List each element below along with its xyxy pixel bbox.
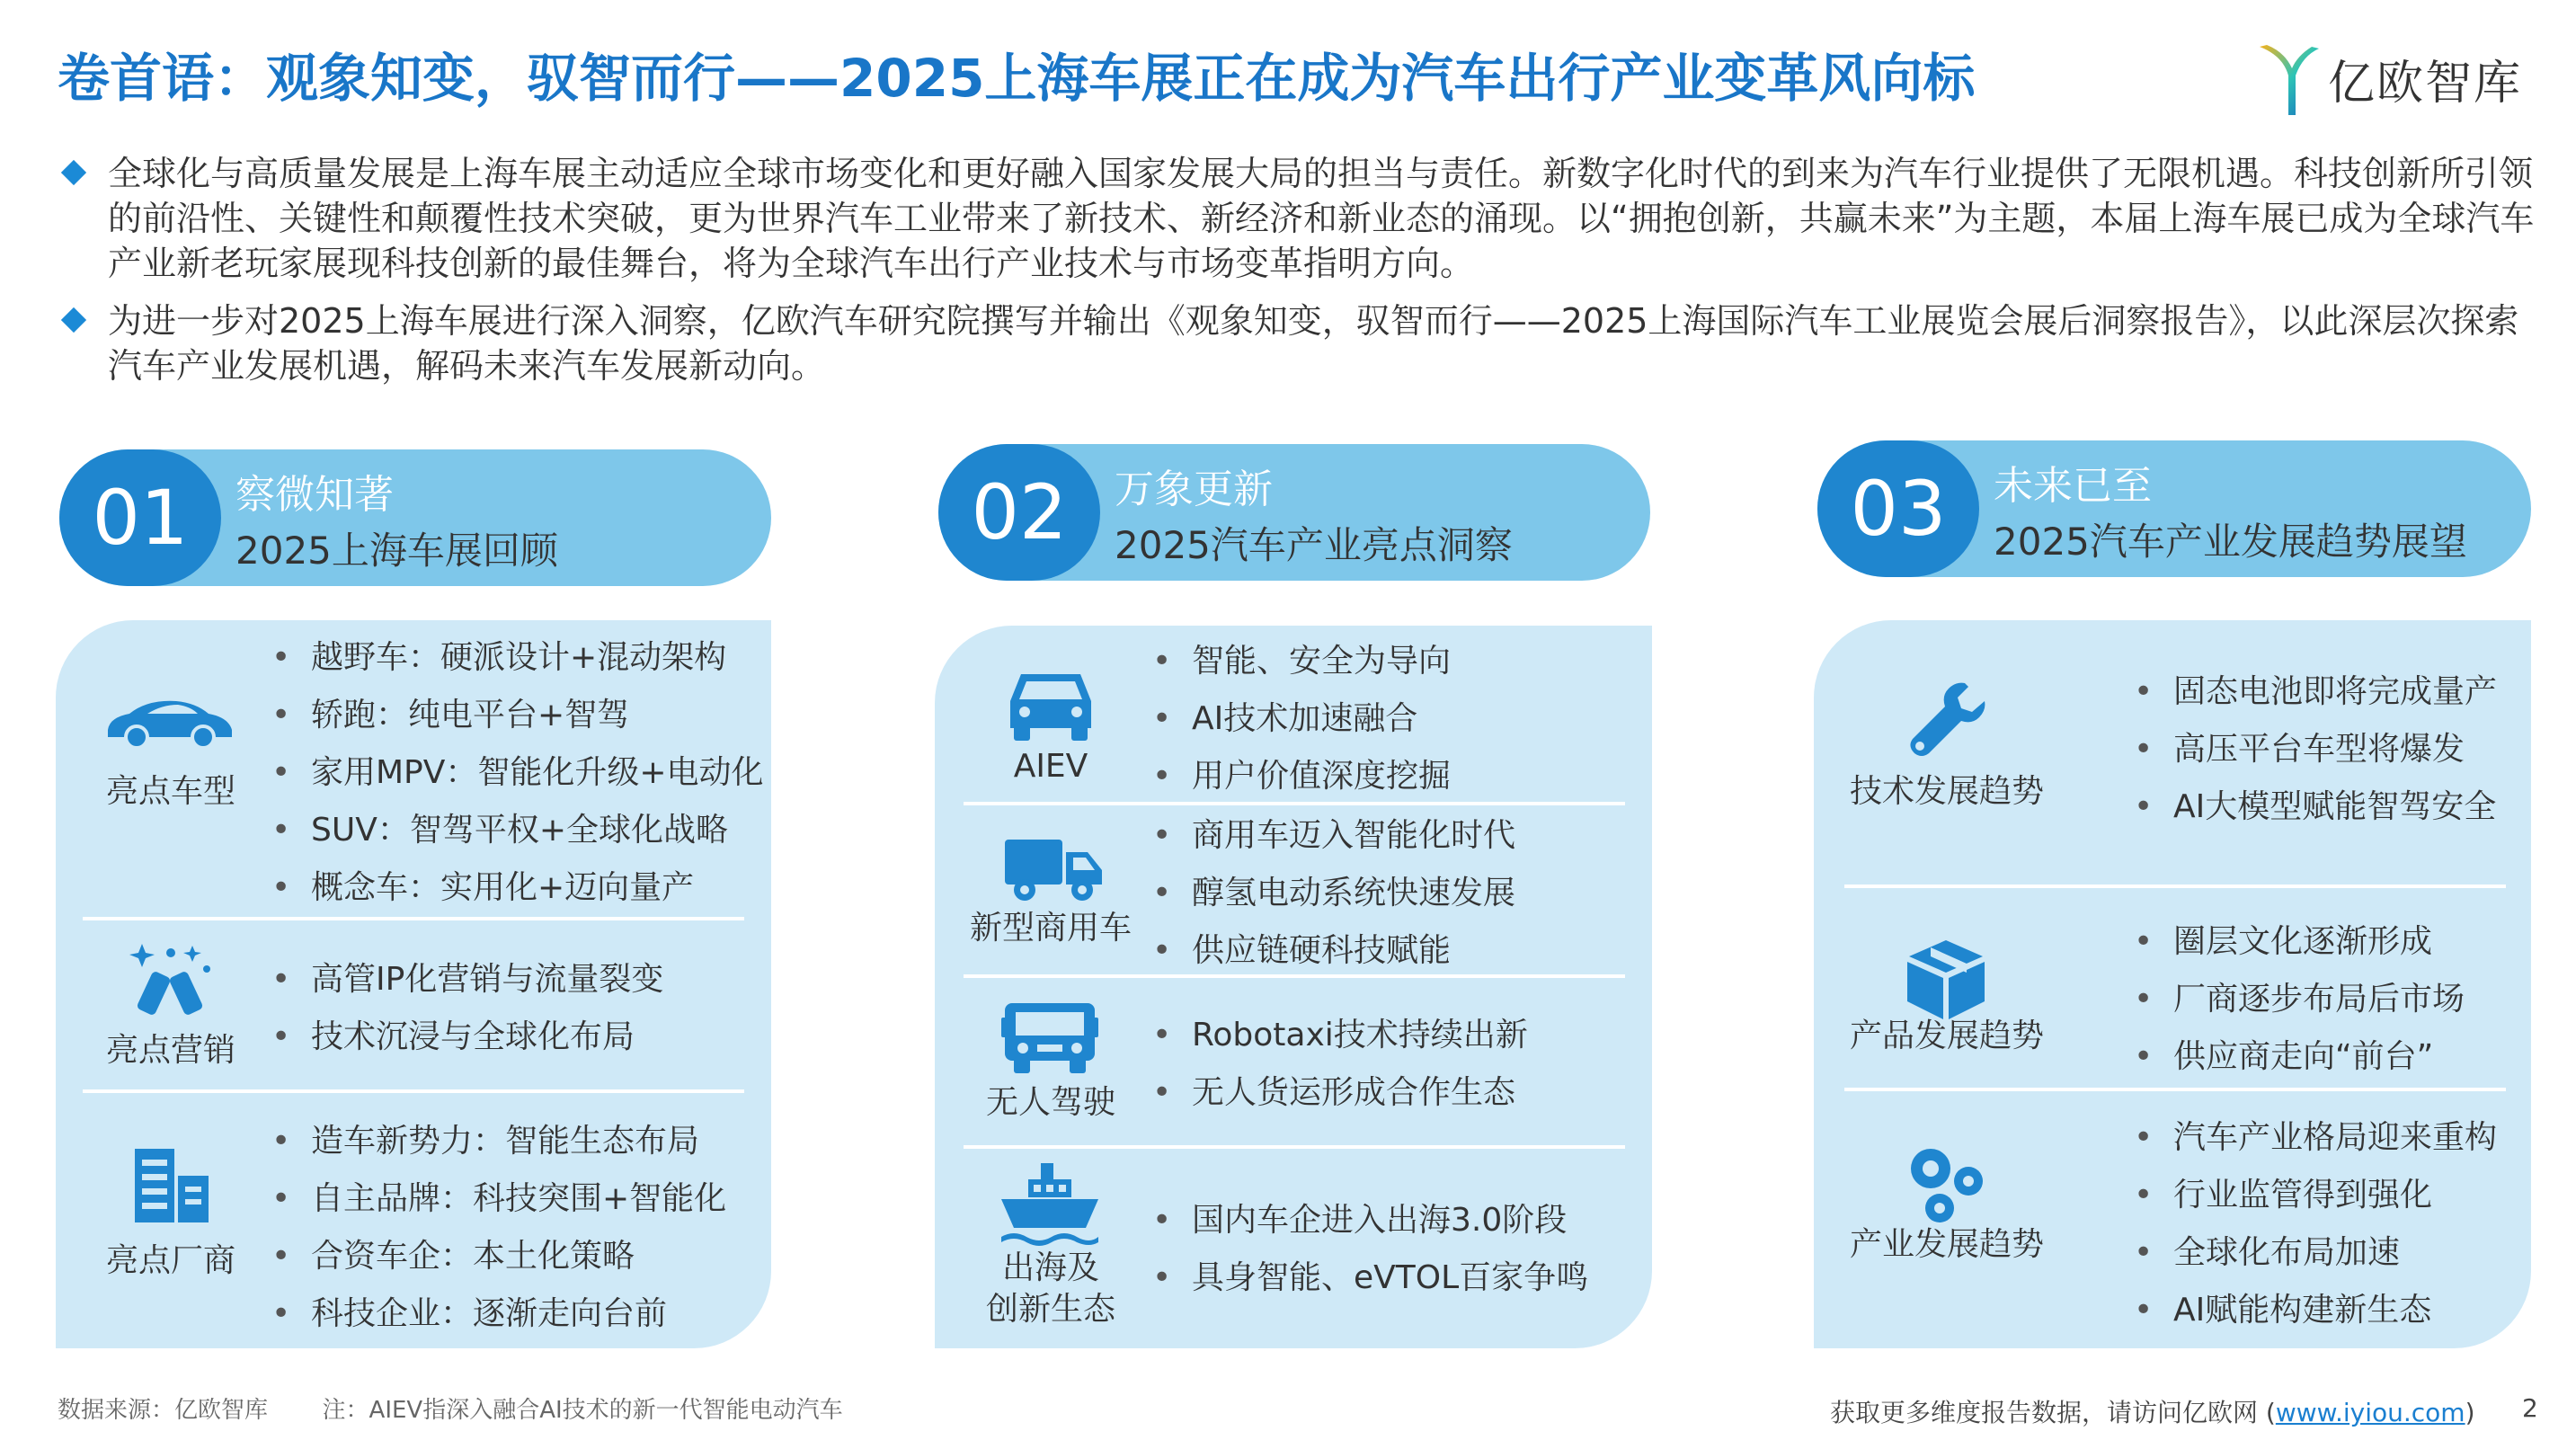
list-item: • AI大模型赋能智驾安全	[2134, 778, 2497, 836]
column-number: 03	[1817, 440, 1979, 577]
column-header-03	[1817, 440, 2531, 577]
ship-icon	[998, 1161, 1102, 1246]
list-item: • 商用车迈入智能化时代	[1152, 807, 1515, 865]
intro-bullet	[56, 151, 2536, 286]
footer-source	[58, 1391, 843, 1425]
list-item: • 技术沉浸与全球化布局	[271, 1009, 663, 1066]
list-item: • AI技术加速融合	[1152, 690, 1451, 748]
logo-mark-icon	[2256, 40, 2321, 117]
section-label: 亮点车型	[105, 773, 235, 810]
divider	[964, 1145, 1625, 1149]
list-item: • 国内车企进入出海3.0阶段	[1152, 1192, 1588, 1249]
gears-icon	[1904, 1142, 1990, 1224]
diamond-bullet-icon	[61, 160, 86, 185]
section-label: 出海及 创新生态	[985, 1249, 1115, 1328]
column-subtitle: 2025上海车展回顾	[235, 529, 558, 573]
column-number: 01	[59, 449, 221, 586]
list-item: • 家用MPV：智能化升级+电动化	[271, 744, 764, 802]
car-icon	[102, 694, 235, 751]
section-items	[1152, 633, 1451, 805]
column-title: 察微知著	[235, 472, 394, 518]
list-item: • 供应链硬科技赋能	[1152, 922, 1515, 980]
section-label: 无人驾驶	[985, 1084, 1115, 1121]
website-link[interactable]: www.iyiou.com	[2275, 1398, 2465, 1427]
aiev-car-icon	[1003, 669, 1098, 742]
section-label: 产业发展趋势	[1849, 1226, 2044, 1263]
list-item: • AI赋能构建新生态	[2134, 1282, 2497, 1339]
bus-icon	[1001, 994, 1098, 1075]
list-item: • 越野车：硬派设计+混动架构	[271, 629, 764, 687]
list-item: • 厂商逐步布局后市场	[2134, 971, 2465, 1028]
list-item: • 全球化布局加速	[2134, 1224, 2497, 1282]
list-item: • Robotaxi技术持续出新	[1152, 1007, 1528, 1064]
column-title: 万象更新	[1115, 467, 1273, 512]
list-item: • 具身智能、eVTOL百家争鸣	[1152, 1249, 1588, 1307]
divider	[1844, 1088, 2506, 1091]
list-item: • 醇氢电动系统快速发展	[1152, 865, 1515, 922]
note-text: 注：AIEV指深入融合AI技术的新一代智能电动汽车	[322, 1397, 843, 1424]
section-label: 技术发展趋势	[1849, 773, 2044, 810]
column-number: 02	[938, 444, 1100, 581]
intro-bullet	[56, 298, 2536, 388]
section-label: 产品发展趋势	[1849, 1018, 2044, 1054]
intro-paragraph: 全球化与高质量发展是上海车展主动适应全球市场变化和更好融入国家发展大局的担当与责任。新数字化时代的到来为汽车行业提供了无限机遇。科技创新所引领的前沿性、关键性和颠覆性技术突破，更为世界汽车工业带来了新技术、新经济和新业态的涌现。以“拥抱创新，共赢未来”为主题，本届上海车展已成为全球汽车产业新老玩家展现科技创新的最佳舞台，将为全球汽车出行产业技术与市场变革指明方向。	[108, 154, 2535, 283]
list-item: • 固态电池即将完成量产	[2134, 663, 2497, 721]
list-item: • 轿跑：纯电平台+智驾	[271, 687, 764, 744]
truck-icon	[1003, 836, 1104, 902]
column-title: 未来已至	[1994, 463, 2152, 509]
list-item: • 高压平台车型将爆发	[2134, 721, 2497, 778]
section-items	[2134, 913, 2465, 1086]
footer-more	[1830, 1393, 2475, 1429]
intro-paragraph: 为进一步对2025上海车展进行深入洞察，亿欧汽车研究院撰写并输出《观象知变，驭智而行——2025上海国际汽车工业展览会展后洞察报告》，以此深层次探索汽车产业发展机遇，解码未来汽车发展新动向。	[108, 301, 2519, 386]
section-items	[2134, 663, 2497, 836]
column-header-01	[59, 449, 771, 586]
box-icon	[1905, 937, 1986, 1021]
celebration-icon	[129, 940, 212, 1019]
list-item: • 合资车企：本土化策略	[271, 1228, 726, 1285]
building-icon	[129, 1145, 212, 1226]
section-items	[2134, 1109, 2497, 1339]
list-item: • 供应商走向“前台”	[2134, 1028, 2465, 1086]
section-items	[271, 629, 764, 917]
source-text: 数据来源：亿欧智库	[58, 1397, 269, 1424]
list-item: • 高管IP化营销与流量裂变	[271, 951, 663, 1009]
section-label: 亮点厂商	[105, 1242, 235, 1279]
list-item: • 科技企业：逐渐走向台前	[271, 1285, 726, 1343]
column-subtitle: 2025汽车产业亮点洞察	[1115, 523, 1513, 567]
more-text: 获取更多维度报告数据，请访问亿欧网 (	[1830, 1398, 2276, 1427]
divider	[1844, 885, 2506, 888]
section-label: 新型商用车	[969, 910, 1132, 947]
page-number: 2	[2522, 1393, 2538, 1423]
section-label: 亮点营销	[105, 1032, 235, 1069]
list-item: • 圈层文化逐渐形成	[2134, 913, 2465, 971]
page-title: 卷首语：观象知变，驭智而行——2025上海车展正在成为汽车出行产业变革风向标	[58, 48, 1976, 109]
column-header-02	[938, 444, 1650, 581]
divider	[83, 917, 744, 920]
intro-section	[56, 151, 2536, 401]
divider	[83, 1089, 744, 1093]
list-item: • SUV：智驾平权+全球化战略	[271, 802, 764, 859]
diamond-bullet-icon	[61, 307, 86, 333]
column-subtitle: 2025汽车产业发展趋势展望	[1994, 520, 2467, 564]
logo-text: 亿欧智库	[2328, 56, 2523, 111]
section-items	[1152, 807, 1515, 980]
more-text-end: )	[2465, 1398, 2475, 1427]
list-item: • 无人货运形成合作生态	[1152, 1064, 1528, 1122]
list-item: • 造车新势力：智能生态布局	[271, 1113, 726, 1170]
brand-logo	[2256, 40, 2522, 117]
section-items	[1152, 1007, 1528, 1122]
section-items	[271, 1113, 726, 1343]
section-label: AIEV	[1013, 748, 1088, 785]
section-items	[1152, 1192, 1588, 1307]
section-items	[271, 951, 663, 1066]
list-item: • 自主品牌：科技突围+智能化	[271, 1170, 726, 1228]
list-item: • 行业监管得到强化	[2134, 1167, 2497, 1224]
list-item: • 概念车：实用化+迈向量产	[271, 859, 764, 917]
wrench-icon	[1905, 680, 1992, 760]
list-item: • 智能、安全为导向	[1152, 633, 1451, 690]
list-item: • 用户价值深度挖掘	[1152, 748, 1451, 805]
list-item: • 汽车产业格局迎来重构	[2134, 1109, 2497, 1167]
